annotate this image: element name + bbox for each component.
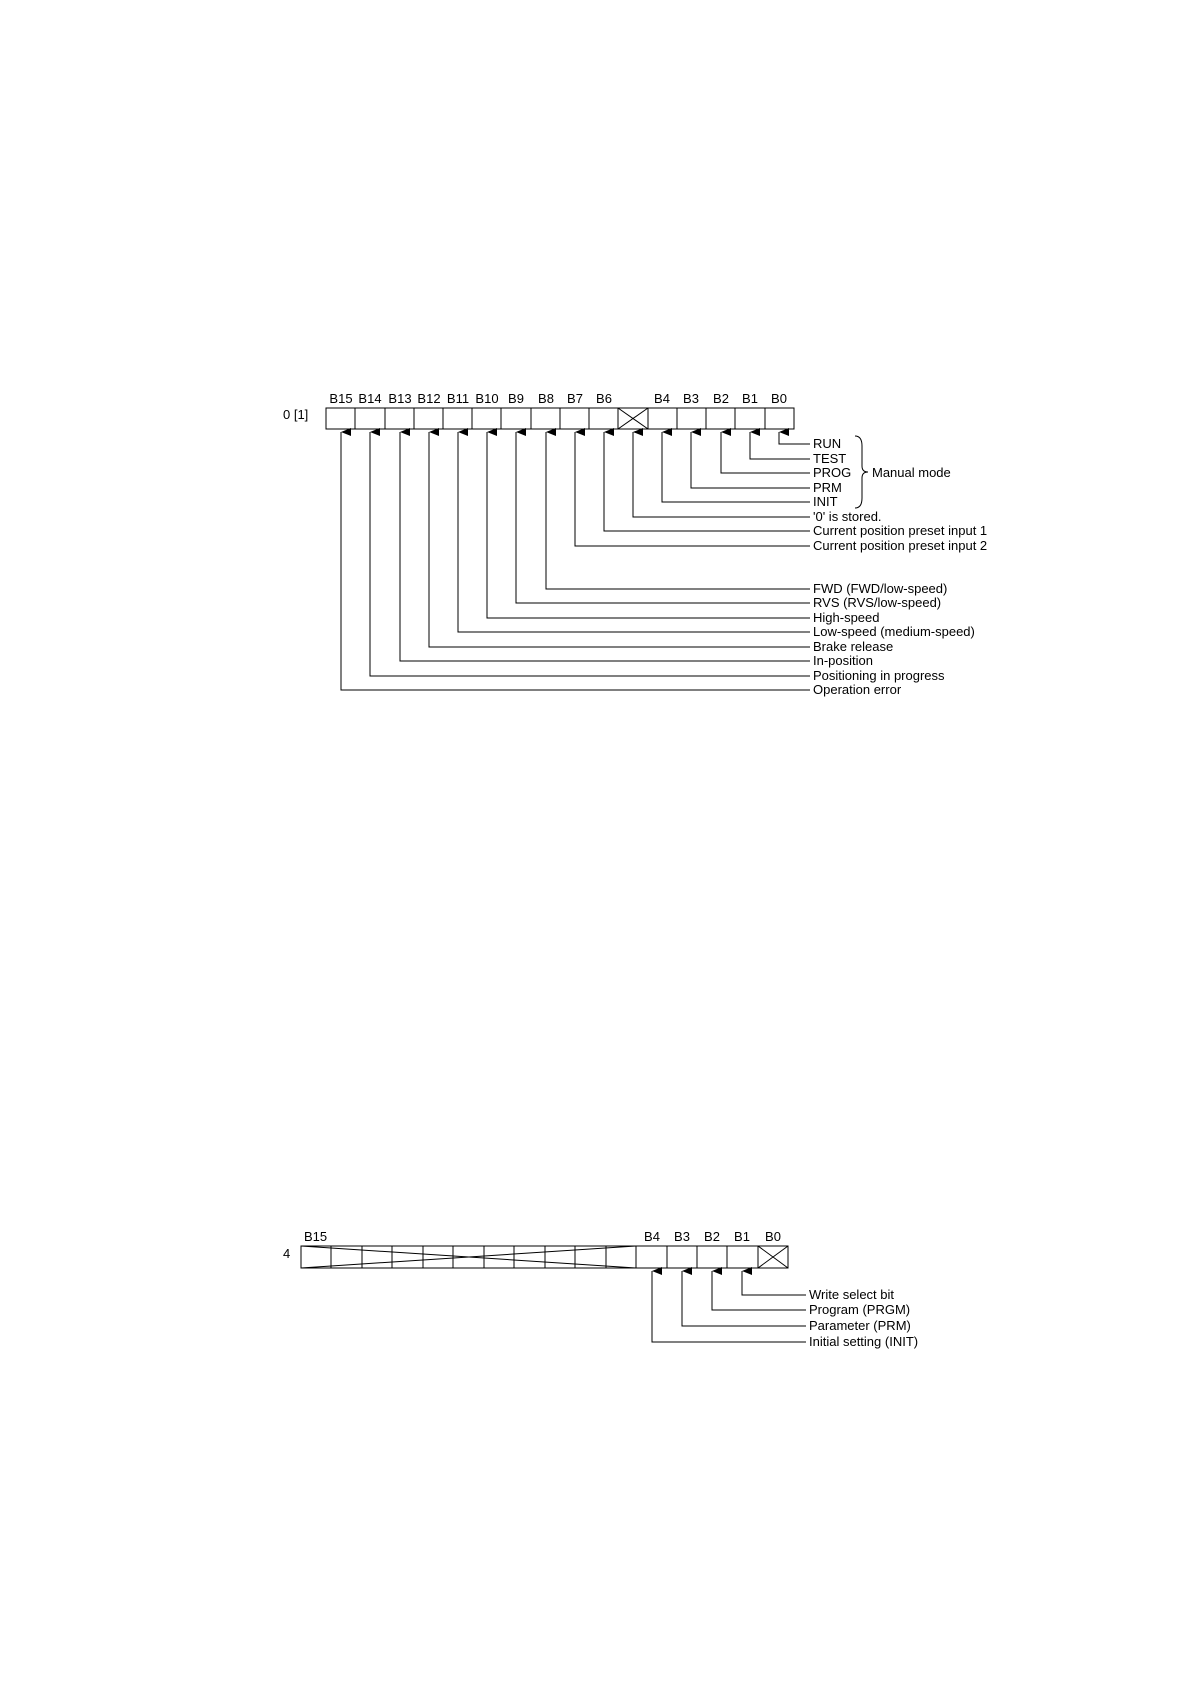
bit-register (326, 408, 794, 429)
bit-label: Parameter (PRM) (809, 1318, 911, 1333)
leader-line-b10 (487, 432, 810, 618)
bit-label: Brake release (813, 639, 894, 654)
leader-lines (341, 432, 810, 690)
bit-header: B13 (388, 391, 412, 406)
bit-header: B6 (596, 391, 612, 406)
bit-label: Low-speed (medium-speed) (813, 624, 975, 639)
bit-header: B7 (567, 391, 583, 406)
leader-line-b6 (604, 432, 810, 531)
bit-header: B4 (644, 1229, 660, 1244)
command-word-diagram (283, 1229, 918, 1349)
bit-label: Program (PRGM) (809, 1302, 911, 1317)
bit-label: PRM (813, 480, 842, 495)
group-brace (855, 436, 868, 508)
bit-label: '0' is stored. (813, 509, 882, 524)
bit-label: INIT (813, 494, 838, 509)
bit-header: B2 (713, 391, 729, 406)
leader-line-b1 (750, 432, 810, 459)
bit-header: B2 (704, 1229, 720, 1244)
bit-header: B15 (304, 1229, 328, 1244)
bit-header: B8 (538, 391, 554, 406)
leader-line-b11 (458, 432, 810, 632)
bit-header: B10 (475, 391, 499, 406)
bit-header: B3 (683, 391, 699, 406)
bit-header: B9 (508, 391, 524, 406)
bit-label: RVS (RVS/low-speed) (813, 595, 942, 610)
bit-label: High-speed (813, 610, 880, 625)
leader-line-b1 (742, 1271, 806, 1295)
leader-line-b12 (429, 432, 810, 647)
bit-label: Current position preset input 2 (813, 538, 988, 553)
bit-header: B12 (417, 391, 441, 406)
bit-register (301, 1246, 788, 1268)
bit-header-row (304, 1229, 781, 1244)
group-label: Manual mode (872, 465, 951, 480)
bit-header: B14 (358, 391, 382, 406)
bit-header: B0 (771, 391, 787, 406)
bit-header-row (329, 391, 787, 406)
bit-header: B1 (734, 1229, 750, 1244)
leader-lines (652, 1271, 806, 1342)
bit-label: Current position preset input 1 (813, 523, 988, 538)
bit-header: B4 (654, 391, 670, 406)
bit-label: In-position (813, 653, 873, 668)
bit-header: B0 (765, 1229, 781, 1244)
bit-label: RUN (813, 436, 842, 451)
word-label: 0 [1] (283, 407, 309, 422)
leader-line-b3 (682, 1271, 806, 1326)
leader-line-b2 (721, 432, 810, 473)
bit-header: B3 (674, 1229, 690, 1244)
bit-header: B1 (742, 391, 758, 406)
leader-line-b2 (712, 1271, 806, 1310)
leader-line-b7 (575, 432, 810, 546)
leader-line-b8 (546, 432, 810, 589)
leader-line-b0 (779, 432, 810, 444)
leader-line-b4 (662, 432, 810, 502)
bit-label: Write select bit (809, 1287, 895, 1302)
bit-label: Positioning in progress (813, 668, 945, 683)
status-word-diagram (283, 391, 987, 697)
word-label: 4 (283, 1246, 291, 1261)
bit-label: FWD (FWD/low-speed) (813, 581, 948, 596)
leader-line-b14 (370, 432, 810, 676)
bit-header: B15 (329, 391, 353, 406)
bit-labels (809, 1287, 918, 1349)
bit-header: B11 (446, 391, 470, 406)
bit-label: Initial setting (INIT) (809, 1334, 919, 1349)
leader-line-b4 (652, 1271, 806, 1342)
bit-label: PROG (813, 465, 852, 480)
bit-label: Operation error (813, 682, 902, 697)
bit-label: TEST (813, 451, 847, 466)
